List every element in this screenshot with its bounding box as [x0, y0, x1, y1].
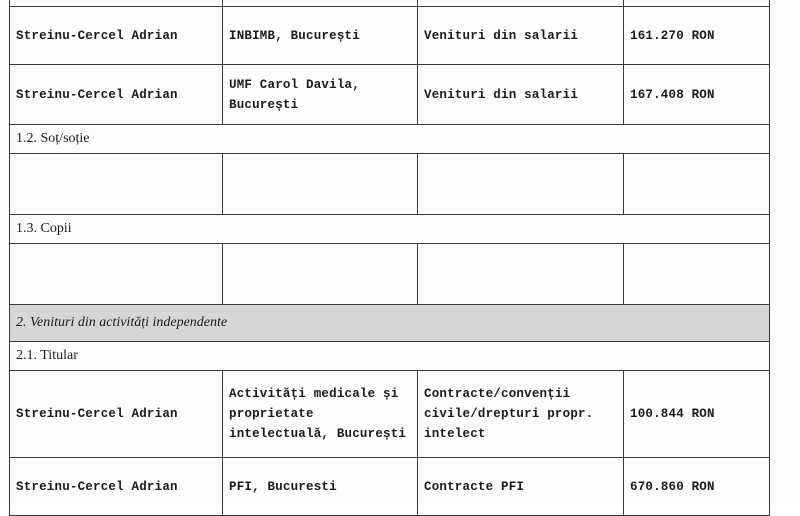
income-type: Contracte/convenții civile/drepturi propr. intelect — [418, 371, 624, 458]
income-holder-name: Streinu-Cercel Adrian — [10, 7, 223, 65]
income-holder-name: Streinu-Cercel Adrian — [10, 458, 223, 516]
income-source: Activități medicale și proprietate intelectuală, București — [223, 371, 418, 458]
table-row — [10, 244, 770, 305]
subsection-row — [10, 342, 770, 371]
section-title-independent-income: 2. Venituri din activități independente — [10, 305, 770, 342]
income-holder-name: Streinu-Cercel Adrian — [10, 65, 223, 125]
income-type: Contracte PFI — [418, 458, 624, 516]
table-row — [10, 458, 770, 516]
subsection-row — [10, 215, 770, 244]
section-row — [10, 305, 770, 342]
table-row — [10, 371, 770, 458]
income-declaration-table — [9, 0, 770, 516]
subsection-title-holder: 2.1. Titular — [10, 342, 770, 371]
subsection-title-children: 1.3. Copii — [10, 215, 770, 244]
table-row — [10, 65, 770, 125]
subsection-row — [10, 125, 770, 154]
income-amount: 161.270 RON — [624, 7, 770, 65]
income-source: PFI, Bucuresti — [223, 458, 418, 516]
income-amount: 100.844 RON — [624, 371, 770, 458]
income-type: Venituri din salarii — [418, 65, 624, 125]
income-holder-name: Streinu-Cercel Adrian — [10, 371, 223, 458]
table-row — [10, 154, 770, 215]
income-source: INBIMB, București — [223, 7, 418, 65]
income-amount: 167.408 RON — [624, 65, 770, 125]
income-source: UMF Carol Davila, București — [223, 65, 418, 125]
table-row — [10, 7, 770, 65]
income-type: Venituri din salarii — [418, 7, 624, 65]
income-amount: 670.860 RON — [624, 458, 770, 516]
subsection-title-spouse: 1.2. Soț/soție — [10, 125, 770, 154]
